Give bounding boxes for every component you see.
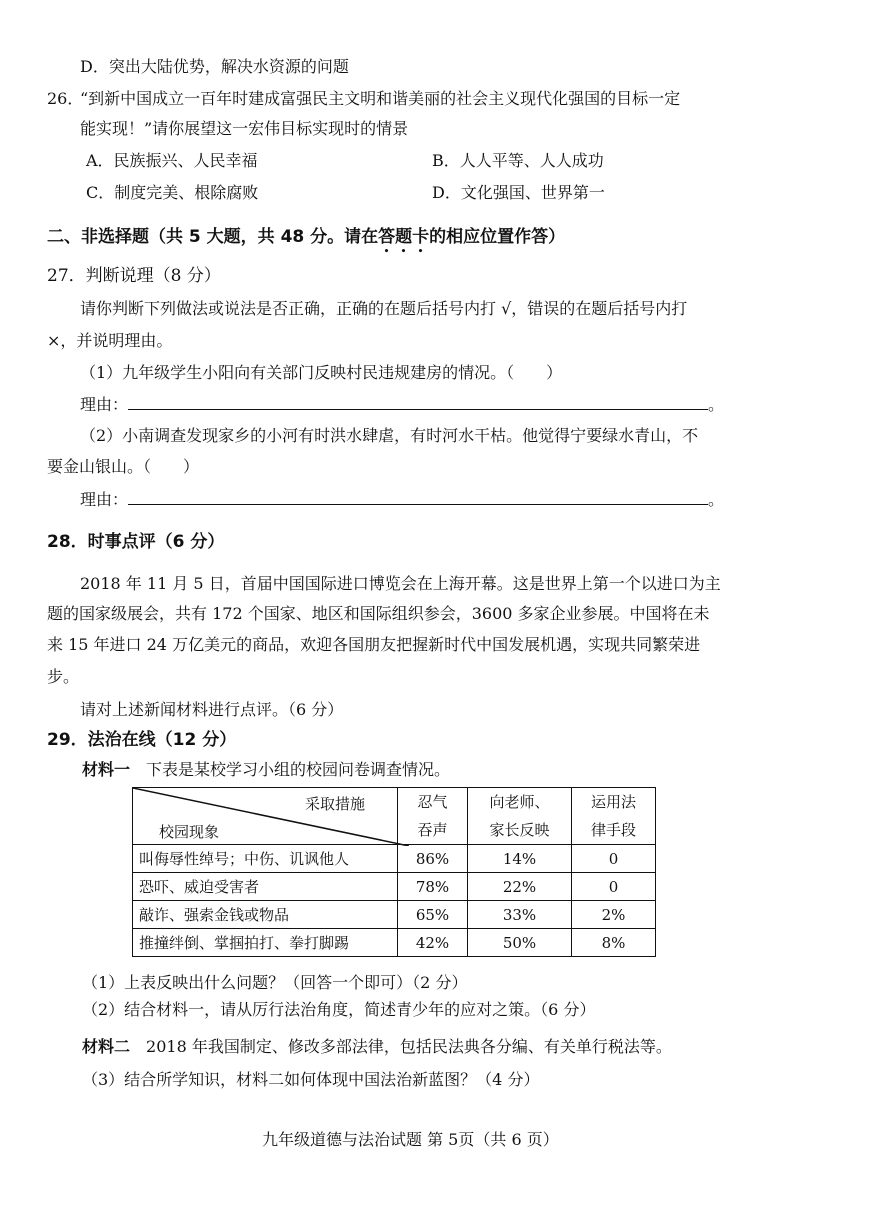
reason-end: 。 [708,395,725,414]
table-cell: 42% [398,929,468,957]
q29-sub1: （1）上表反映出什么问题？（回答一个即可）（2 分） [82,973,468,992]
table-cell: 86% [398,845,468,873]
table-header-cell: 向老师、 家长反映 [468,788,572,845]
material1-text: 下表是某校学习小组的校园问卷调查情况。 [146,760,451,779]
table-row [133,901,656,929]
q28-para-line1: 2018 年 11 月 5 日，首届中国国际进口博览会在上海开幕。这是世界上第一个以进口为主 [80,574,721,593]
table-cell: 恐吓、威迫受害者 [133,873,398,901]
page-footer: 九年级道德与法治试题 第 5页（共 6 页） [262,1130,559,1149]
q26-option-b: B．人人平等、人人成功 [432,151,604,170]
table-cell: 0 [572,845,656,873]
q28-para-line2: 题的国家级展会，共有 172 个国家、地区和国际组织参会，3600 多家企业参展。中国将在未 [47,604,710,623]
table-row [133,873,656,901]
q25-option-d: D．突出大陆优势，解决水资源的问题 [80,57,349,76]
table-cell: 50% [468,929,572,957]
section-2-emphasis: 答题卡 [378,227,430,247]
table-header-cell: 忍气 吞声 [398,788,468,845]
q26-stem-line2: 能实现！”请你展望这一宏伟目标实现时的情景 [80,119,409,138]
q29-sub2: （2）结合材料一，请从厉行法治角度，简述青少年的应对之策。（6 分） [82,1000,596,1019]
material1-label: 材料一 [82,760,131,779]
reason-end: 。 [708,490,725,509]
table-cell: 推撞绊倒、掌掴拍打、拳打脚踢 [133,929,398,957]
q28-question: 请对上述新闻材料进行点评。（6 分） [80,700,344,719]
q28-title: 28．时事点评（6 分） [47,532,225,552]
q26-option-d: D．文化强国、世界第一 [432,183,605,202]
table-header-cell: 运用法 律手段 [572,788,656,845]
q27-item2-line1: （2）小南调查发现家乡的小河有时洪水肆虐，有时河水干枯。他觉得宁要绿水青山，不 [80,426,699,445]
table-cell: 8% [572,929,656,957]
table-cell: 33% [468,901,572,929]
q27-title: 27．判断说理（8 分） [47,266,221,286]
reason-answer-line[interactable] [128,488,708,505]
survey-table [132,787,656,957]
q26-option-a: A．民族振兴、人民幸福 [86,151,258,170]
material2-label: 材料二 [82,1037,131,1056]
q29-title: 29．法治在线（12 分） [47,730,237,750]
corner-top-label: 采取措施 [304,795,365,813]
table-cell: 叫侮辱性绰号；中伤、讥讽他人 [133,845,398,873]
q28-para-line4: 步。 [47,667,80,686]
reason-label: 理由： [80,490,129,509]
q29-material2 [82,1036,672,1058]
q26-number: 26． [47,89,84,108]
corner-bottom-label: 校园现象 [159,823,220,841]
table-row [133,929,656,957]
table-cell: 2% [572,901,656,929]
table-cell: 0 [572,873,656,901]
q26-option-c: C．制度完美、根除腐败 [86,183,259,202]
section-2-pre: 二、非选择题（共 5 大题，共 48 分。请在 [47,227,379,247]
q27-item1: （1）九年级学生小阳向有关部门反映村民违规建房的情况。（ ） [80,363,563,382]
q27-intro-line1: 请你判断下列做法或说法是否正确，正确的在题后括号内打 √，错误的在题后括号内打 [80,299,688,318]
material2-text: 2018 年我国制定、修改多部法律，包括民法典各分编、有关单行税法等。 [146,1037,672,1056]
q27-reason2 [80,488,724,511]
table-cell: 65% [398,901,468,929]
table-cell: 14% [468,845,572,873]
table-cell: 78% [398,873,468,901]
q27-item2-line2: 要金山银山。（ ） [47,457,200,476]
reason-answer-line[interactable] [128,393,708,410]
table-cell: 22% [468,873,572,901]
q26-stem-line1: “到新中国成立一百年时建成富强民主文明和谐美丽的社会主义现代化强国的目标一定 [80,89,681,108]
table-corner-cell [133,788,398,845]
section-2-heading [47,226,565,257]
q27-intro-line2: ×，并说明理由。 [47,331,173,350]
table-header-row [133,788,656,845]
q29-sub3: （3）结合所学知识，材料二如何体现中国法治新蓝图？（4 分） [82,1070,540,1089]
q28-para-line3: 来 15 年进口 24 万亿美元的商品，欢迎各国朋友把握新时代中国发展机遇，实现共同繁荣进 [47,635,701,654]
q29-material1 [82,759,450,781]
section-2-post: 的相应位置作答） [429,227,566,247]
reason-label: 理由： [80,395,129,414]
table-row [133,845,656,873]
table-cell: 敲诈、强索金钱或物品 [133,901,398,929]
q27-reason1 [80,393,724,416]
